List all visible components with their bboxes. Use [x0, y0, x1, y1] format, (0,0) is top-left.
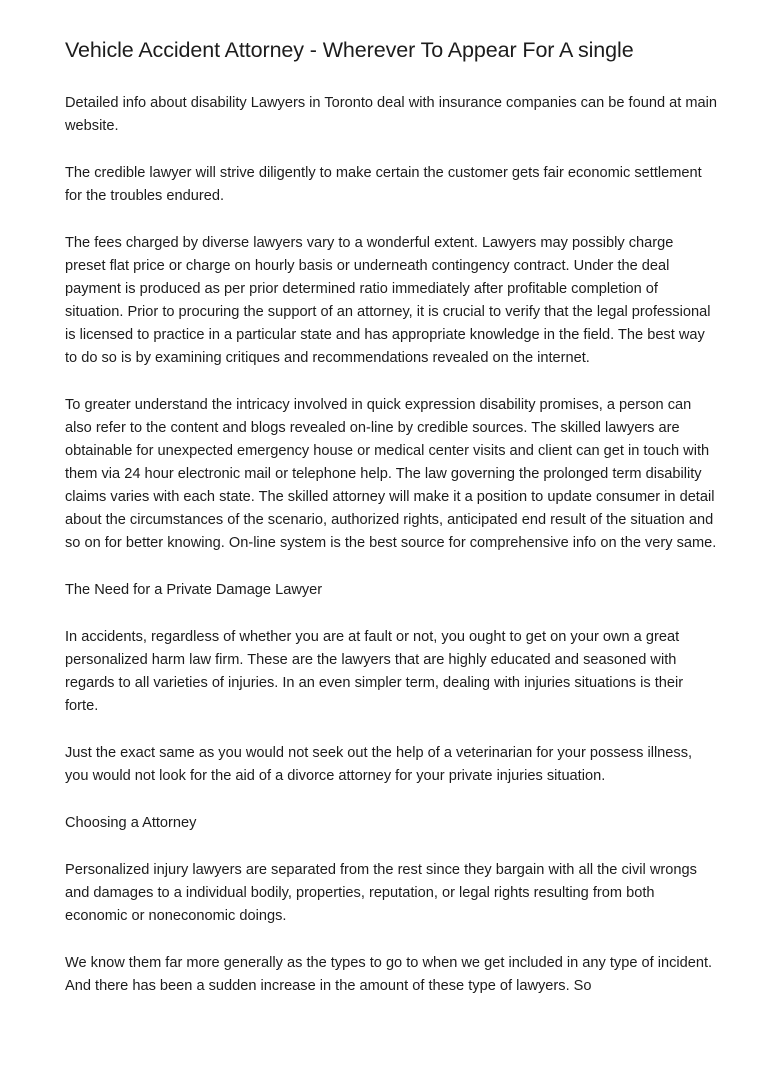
- paragraph-veterinarian: Just the exact same as you would not seek out the help of a veterinarian for your possess illness, you would not look for the aid of a divorce attorney for your private injuries situation.: [65, 745, 693, 784]
- document-title: Vehicle Accident Attorney - Wherever To Appear For A single: [65, 38, 634, 62]
- section-heading-need: The Need for a Private Damage Lawyer: [65, 582, 323, 598]
- paragraph-personalized-injury: Personalized injury lawyers are separated from the rest since they bargain with all the civil wrongs and damages to a individual bodily, properties, reputation, or legal rights resulting from both economic or noneconomic doings.: [65, 862, 697, 924]
- document-page: [65, 28, 717, 1022]
- paragraph-we-know-them: We know them far more generally as the types to go to when we get included in any type of incident. And there has been a sudden increase in the amount of these type of lawyers. So: [65, 955, 713, 994]
- paragraph-intricacy: To greater understand the intricacy involved in quick expression disability promises, a person can also refer to the content and blogs revealed on-line by credible sources. The skilled lawyers are obtainable for unexpected emergency house or medical center visits and client can get in touch with them via 24 hour electronic mail or telephone help. The law governing the prolonged term disability claims varies with each state. The skilled attorney will make it a position to update consumer in detail about the circumstances of the scenario, authorized rights, anticipated end result of the situation and so on for better knowing. On-line system is the best source for comprehensive info on the very same.: [65, 397, 717, 551]
- paragraph-accidents: In accidents, regardless of whether you are at fault or not, you ought to get on your own a great personalized harm law firm. These are the lawyers that are highly educated and seasoned with regards to all varieties of injuries. In an even simpler term, dealing with injuries situations is their forte.: [65, 629, 684, 714]
- paragraph-fees: The fees charged by diverse lawyers vary to a wonderful extent. Lawyers may possibly charge preset flat price or charge on hourly basis or underneath contingency contract. Under the deal payment is produced as per prior determined ratio immediately after profitable completion of situation. Prior to procuring the support of an attorney, it is crucial to verify that the legal professional is licensed to practice in a particular state and has appropriate knowledge in the field. The best way to do so is by examining critiques and recommendations revealed on the internet.: [65, 235, 711, 366]
- section-heading-choosing: Choosing a Attorney: [65, 815, 197, 831]
- paragraph-intro: Detailed info about disability Lawyers in Toronto deal with insurance companies can be found at main website.: [65, 95, 717, 134]
- paragraph-credible-lawyer: The credible lawyer will strive diligently to make certain the customer gets fair economic settlement for the troubles endured.: [65, 165, 702, 204]
